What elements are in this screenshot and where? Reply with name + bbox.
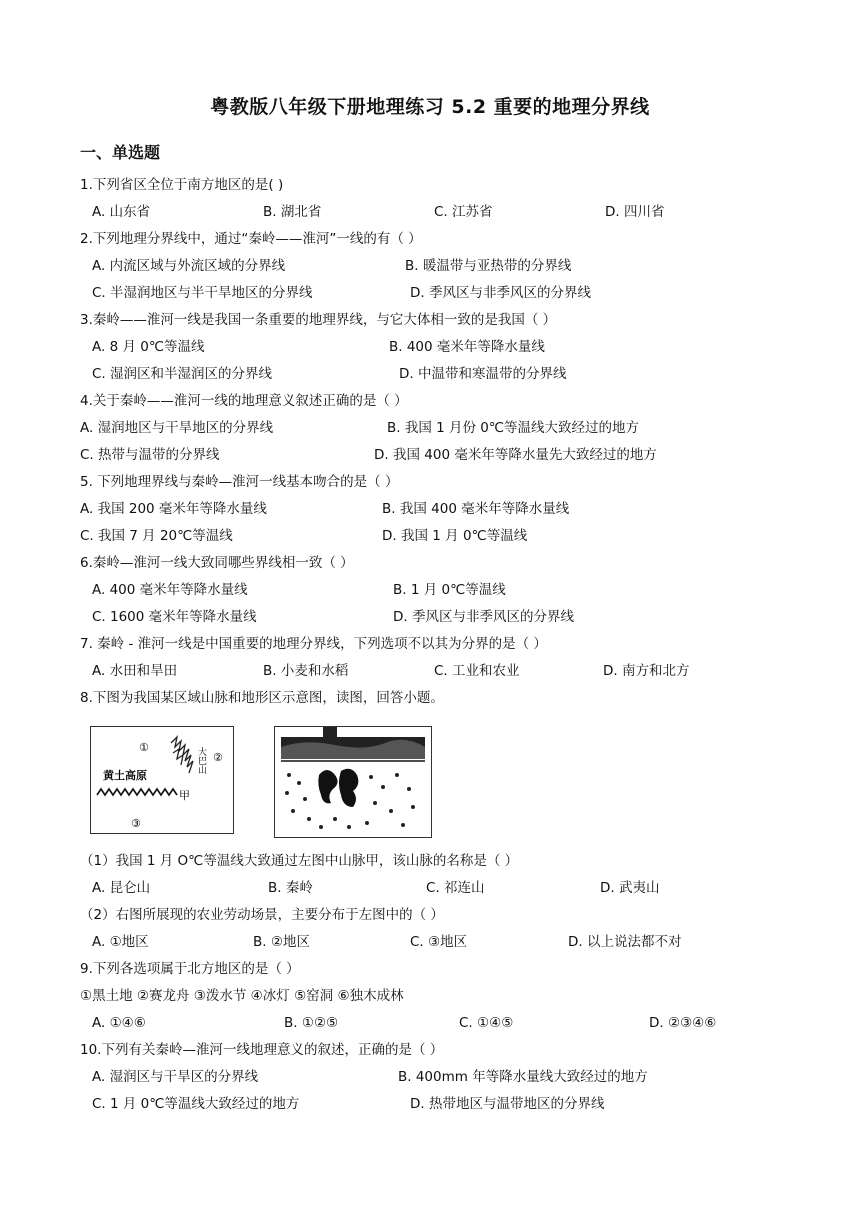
question-5-stem: 5. 下列地理界线与秦岭—淮河一线基本吻合的是（ ） (80, 474, 399, 490)
area-3-label: ③ (131, 817, 141, 830)
question-8-1-option-a[interactable]: A. 昆仑山 (92, 880, 151, 896)
page-title: 粤教版八年级下册地理练习 5.2 重要的地理分界线 (210, 96, 650, 118)
question-2-option-a[interactable]: A. 内流区域与外流区域的分界线 (92, 258, 286, 274)
farming-scene-image (274, 726, 432, 838)
question-7-stem: 7. 秦岭 - 淮河一线是中国重要的地理分界线，下列选项不以其为分界的是（ ） (80, 636, 547, 652)
area-2-label: ② (213, 751, 223, 764)
region-map-svg (91, 727, 233, 833)
question-3-option-c[interactable]: C. 湿润区和半湿润区的分界线 (92, 366, 273, 382)
question-9-stem: 9.下列各选项属于北方地区的是（ ） (80, 961, 300, 977)
question-6-stem: 6.秦岭—淮河一线大致同哪些界线相一致（ ） (80, 555, 354, 571)
question-8-1-option-d[interactable]: D. 武夷山 (600, 880, 660, 896)
question-10-stem: 10.下列有关秦岭—淮河一线地理意义的叙述，正确的是（ ） (80, 1042, 444, 1058)
question-7-option-d[interactable]: D. 南方和北方 (603, 663, 690, 679)
question-4-option-d[interactable]: D. 我国 400 毫米年等降水量先大致经过的地方 (374, 447, 657, 463)
question-9-option-a[interactable]: A. ①④⑥ (92, 1015, 146, 1031)
question-1-stem: 1.下列省区全位于南方地区的是( ) (80, 177, 284, 193)
question-9-option-d[interactable]: D. ②③④⑥ (649, 1015, 717, 1031)
question-6-option-a[interactable]: A. 400 毫米年等降水量线 (92, 582, 248, 598)
question-9-option-c[interactable]: C. ①④⑤ (459, 1015, 514, 1031)
question-8-2-option-a[interactable]: A. ①地区 (92, 934, 149, 950)
question-4-option-a[interactable]: A. 湿润地区与干旱地区的分界线 (80, 420, 274, 436)
area-1-label: ① (139, 741, 149, 754)
question-5-option-c[interactable]: C. 我国 7 月 20℃等温线 (80, 528, 233, 544)
question-8-2-option-d[interactable]: D. 以上说法都不对 (568, 934, 682, 950)
question-2-stem: 2.下列地理分界线中，通过“秦岭——淮河”一线的有（ ） (80, 231, 422, 247)
question-8-1-option-c[interactable]: C. 祁连山 (426, 880, 485, 896)
question-2-option-d[interactable]: D. 季风区与非季风区的分界线 (410, 285, 591, 301)
region-sketch-map (90, 726, 234, 834)
question-1-option-b[interactable]: B. 湖北省 (263, 204, 322, 220)
question-7-option-c[interactable]: C. 工业和农业 (434, 663, 520, 679)
question-3-option-d[interactable]: D. 中温带和寒温带的分界线 (399, 366, 567, 382)
question-8-1-option-b[interactable]: B. 秦岭 (268, 880, 313, 896)
question-1-option-d[interactable]: D. 四川省 (605, 204, 665, 220)
question-9-items: ①黑土地 ②赛龙舟 ③泼水节 ④冰灯 ⑤窑洞 ⑥独木成林 (80, 988, 404, 1004)
daba-mountain-symbol (171, 737, 193, 773)
question-6-option-d[interactable]: D. 季风区与非季风区的分界线 (393, 609, 574, 625)
question-9-option-b[interactable]: B. ①②⑤ (284, 1015, 339, 1031)
mountain-jia-line (97, 789, 177, 795)
question-2-option-c[interactable]: C. 半湿润地区与半干旱地区的分界线 (92, 285, 313, 301)
question-10-option-c[interactable]: C. 1 月 0℃等温线大致经过的地方 (92, 1096, 300, 1112)
question-10-option-a[interactable]: A. 湿润区与干旱区的分界线 (92, 1069, 259, 1085)
question-7-option-b[interactable]: B. 小麦和水稻 (263, 663, 349, 679)
question-2-option-b[interactable]: B. 暖温带与亚热带的分界线 (405, 258, 572, 274)
question-8-2-option-b[interactable]: B. ②地区 (253, 934, 310, 950)
section-heading: 一、单选题 (80, 143, 161, 162)
question-3-option-b[interactable]: B. 400 毫米年等降水量线 (389, 339, 545, 355)
question-8-2-option-c[interactable]: C. ③地区 (410, 934, 468, 950)
question-4-option-c[interactable]: C. 热带与温带的分界线 (80, 447, 220, 463)
farming-scene-svg (275, 727, 431, 837)
question-4-option-b[interactable]: B. 我国 1 月份 0℃等温线大致经过的地方 (387, 420, 640, 436)
question-10-option-d[interactable]: D. 热带地区与温带地区的分界线 (410, 1096, 605, 1112)
question-5-option-a[interactable]: A. 我国 200 毫米年等降水量线 (80, 501, 267, 517)
question-1-option-c[interactable]: C. 江苏省 (434, 204, 493, 220)
question-3-option-a[interactable]: A. 8 月 0℃等温线 (92, 339, 205, 355)
question-5-option-d[interactable]: D. 我国 1 月 0℃等温线 (382, 528, 528, 544)
question-3-stem: 3.秦岭——淮河一线是我国一条重要的地理界线，与它大体相一致的是我国（ ） (80, 312, 557, 328)
daba-mountain-label: 大巴山 (196, 747, 206, 774)
question-5-option-b[interactable]: B. 我国 400 毫米年等降水量线 (382, 501, 570, 517)
question-6-option-c[interactable]: C. 1600 毫米年等降水量线 (92, 609, 257, 625)
question-7-option-a[interactable]: A. 水田和旱田 (92, 663, 178, 679)
mountain-jia-label: 甲 (179, 789, 190, 802)
question-4-stem: 4.关于秦岭——淮河一线的地理意义叙述正确的是（ ） (80, 393, 408, 409)
question-8-stem: 8.下图为我国某区域山脉和地形区示意图，读图，回答小题。 (80, 690, 444, 706)
loess-plateau-label: 黄土高原 (103, 769, 147, 782)
question-10-option-b[interactable]: B. 400mm 年等降水量线大致经过的地方 (398, 1069, 648, 1085)
question-6-option-b[interactable]: B. 1 月 0℃等温线 (393, 582, 506, 598)
question-8-sub-2-stem: （2）右图所展现的农业劳动场景，主要分布于左图中的（ ） (80, 907, 444, 923)
question-8-sub-1-stem: （1）我国 1 月 O℃等温线大致通过左图中山脉甲，该山脉的名称是（ ） (80, 853, 519, 869)
question-1-option-a[interactable]: A. 山东省 (92, 204, 151, 220)
